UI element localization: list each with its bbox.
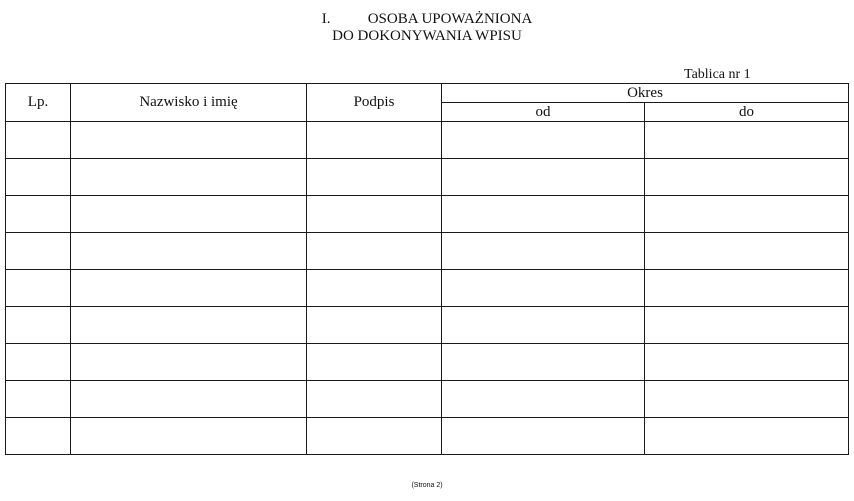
table-row [6,418,849,455]
cell-signature[interactable] [307,196,442,233]
section-number: I. [321,11,331,27]
table-number-label: Tablica nr 1 [684,67,751,82]
cell-name[interactable] [71,233,307,270]
cell-to[interactable] [645,270,849,307]
cell-name[interactable] [71,270,307,307]
cell-name[interactable] [71,307,307,344]
cell-to[interactable] [645,233,849,270]
cell-from[interactable] [442,159,645,196]
cell-signature[interactable] [307,307,442,344]
cell-from[interactable] [442,307,645,344]
cell-from[interactable] [442,381,645,418]
cell-lp[interactable] [6,418,71,455]
cell-to[interactable] [645,159,849,196]
cell-to[interactable] [645,381,849,418]
cell-to[interactable] [645,196,849,233]
cell-lp[interactable] [6,122,71,159]
cell-name[interactable] [71,381,307,418]
table-header-row [6,84,849,103]
cell-from[interactable] [442,270,645,307]
cell-to[interactable] [645,307,849,344]
cell-name[interactable] [71,196,307,233]
cell-to[interactable] [645,344,849,381]
cell-name[interactable] [71,344,307,381]
cell-signature[interactable] [307,381,442,418]
table-body [6,122,849,455]
cell-from[interactable] [442,196,645,233]
column-header-signature: Podpis [307,84,442,122]
table-row [6,122,849,159]
section-title [0,10,854,28]
cell-to[interactable] [645,418,849,455]
table-row [6,270,849,307]
table-row [6,344,849,381]
cell-from[interactable] [442,344,645,381]
cell-lp[interactable] [6,233,71,270]
cell-lp[interactable] [6,159,71,196]
cell-signature[interactable] [307,122,442,159]
cell-signature[interactable] [307,233,442,270]
cell-lp[interactable] [6,344,71,381]
section-title-line2: DO DOKONYWANIA WPISU [332,28,522,44]
authorized-persons-table [5,83,849,455]
cell-signature[interactable] [307,270,442,307]
table-row [6,159,849,196]
cell-name[interactable] [71,418,307,455]
cell-signature[interactable] [307,418,442,455]
page-number-note: (Strona 2) [411,482,443,489]
cell-lp[interactable] [6,381,71,418]
column-header-lp: Lp. [6,84,71,122]
column-header-to: do [645,103,849,122]
table-row [6,196,849,233]
table-row [6,307,849,344]
cell-signature[interactable] [307,344,442,381]
column-header-period: Okres [442,84,849,103]
column-header-from: od [442,103,645,122]
table-row [6,233,849,270]
column-header-name: Nazwisko i imię [71,84,307,122]
cell-from[interactable] [442,122,645,159]
cell-from[interactable] [442,418,645,455]
cell-signature[interactable] [307,159,442,196]
section-title-line1: OSOBA UPOWAŻNIONA [367,11,533,27]
cell-name[interactable] [71,159,307,196]
cell-lp[interactable] [6,196,71,233]
cell-to[interactable] [645,122,849,159]
cell-lp[interactable] [6,307,71,344]
cell-lp[interactable] [6,270,71,307]
table-row [6,381,849,418]
cell-name[interactable] [71,122,307,159]
cell-from[interactable] [442,233,645,270]
